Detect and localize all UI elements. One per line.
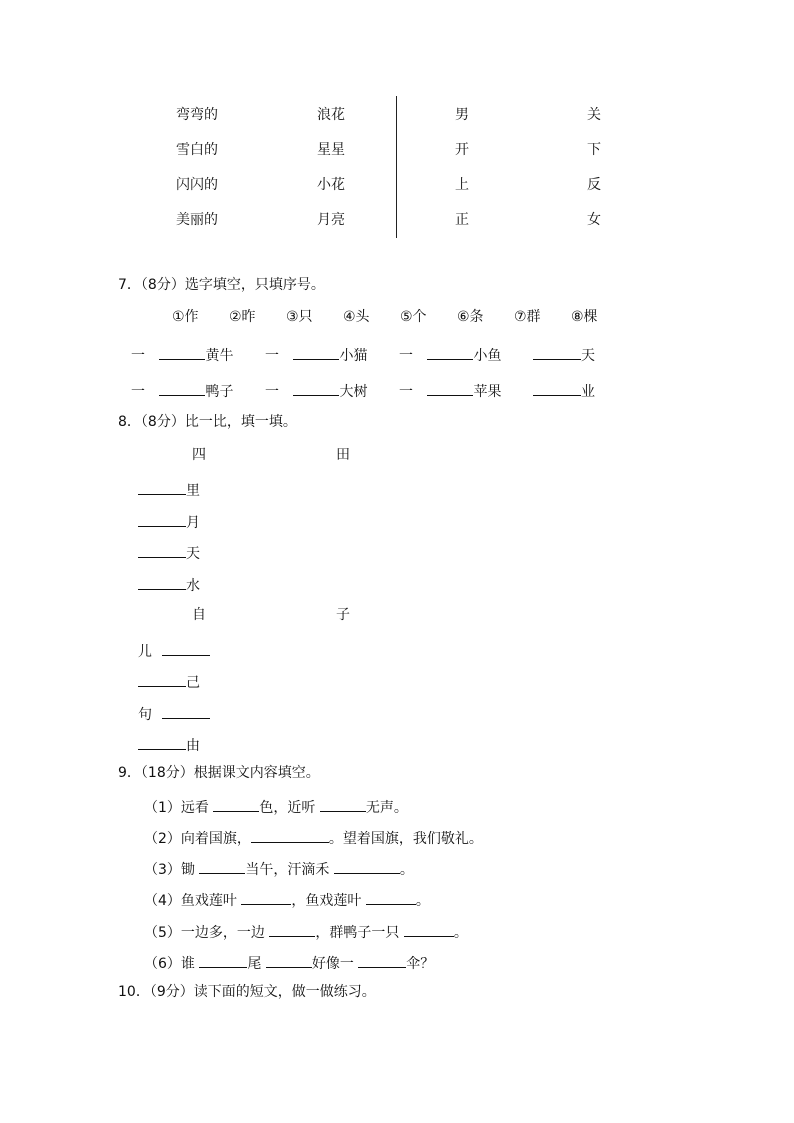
fill-suffix: 天 <box>581 348 595 364</box>
match-right-opposite: 女 <box>587 212 601 228</box>
match-left-word: 弯弯的 <box>176 107 218 123</box>
fill-prefix: 句 <box>138 707 152 723</box>
fill-suffix: 月 <box>186 515 200 531</box>
fill-suffix: 业 <box>581 384 595 400</box>
line-text: 好像一 <box>311 956 359 972</box>
match-left-word: 雪白的 <box>176 142 218 158</box>
fill-item <box>533 345 595 363</box>
answer-blank[interactable] <box>159 381 205 396</box>
fill-prefix: 一 <box>265 384 279 400</box>
line-number: （1） <box>144 800 181 816</box>
option-item: ⑦群 <box>514 309 541 325</box>
line-text: 远看 <box>180 800 214 816</box>
fill-item <box>138 480 200 498</box>
fill-item <box>138 704 210 722</box>
answer-blank[interactable] <box>213 797 259 812</box>
line-text: 伞？ <box>406 956 435 972</box>
line-number: （5） <box>144 925 181 941</box>
fill-suffix: 大树 <box>339 384 368 400</box>
line-text: 。 <box>453 925 468 941</box>
match-right-opposite: 关 <box>587 107 601 123</box>
answer-blank[interactable] <box>533 381 581 396</box>
option-item: ⑥条 <box>457 309 484 325</box>
fill-item <box>265 381 367 399</box>
line-text: 。 <box>415 893 430 909</box>
fill-prefix: 一 <box>399 348 413 364</box>
answer-blank[interactable] <box>293 345 339 360</box>
line-number: （4） <box>144 893 181 909</box>
poem-line <box>144 828 483 846</box>
answer-blank[interactable] <box>366 890 416 905</box>
answer-blank[interactable] <box>358 953 406 968</box>
answer-blank[interactable] <box>138 575 186 590</box>
fill-suffix: 由 <box>186 738 200 754</box>
fill-item <box>138 575 200 593</box>
poem-line <box>144 859 414 877</box>
answer-blank[interactable] <box>162 704 210 719</box>
match-left-word: 闪闪的 <box>176 177 218 193</box>
line-text: 谁 <box>180 956 200 972</box>
table-divider <box>396 96 397 238</box>
answer-blank[interactable] <box>199 859 245 874</box>
line-text: 向着国旗， <box>180 831 251 847</box>
poem-line <box>144 890 430 908</box>
match-left-word: 美丽的 <box>176 212 218 228</box>
answer-blank[interactable] <box>241 890 291 905</box>
line-text: ，群鸭子一只 <box>315 925 404 941</box>
poem-line <box>144 922 468 940</box>
match-right-char: 男 <box>455 107 469 123</box>
answer-blank[interactable] <box>533 345 581 360</box>
answer-blank[interactable] <box>138 735 186 750</box>
match-left-noun: 月亮 <box>317 212 345 228</box>
fill-suffix: 黄牛 <box>205 348 234 364</box>
fill-item <box>138 543 200 561</box>
match-right-opposite: 下 <box>587 142 601 158</box>
compare-char: 子 <box>336 607 350 623</box>
line-text: 色，近听 <box>259 800 320 816</box>
match-left-noun: 小花 <box>317 177 345 193</box>
line-number: （2） <box>144 831 181 847</box>
fill-suffix: 小鱼 <box>473 348 502 364</box>
fill-suffix: 天 <box>186 546 200 562</box>
question-7-title: 7．（8分）选字填空，只填序号。 <box>118 277 325 293</box>
option-item: ④头 <box>343 309 370 325</box>
line-text: 无声。 <box>365 800 408 816</box>
fill-prefix: 一 <box>265 348 279 364</box>
answer-blank[interactable] <box>427 345 473 360</box>
compare-char: 自 <box>192 607 206 623</box>
fill-item <box>265 345 367 363</box>
answer-blank[interactable] <box>159 345 205 360</box>
fill-prefix: 儿 <box>138 644 152 660</box>
line-text: 尾 <box>247 956 266 972</box>
compare-char: 田 <box>336 447 350 463</box>
fill-prefix: 一 <box>131 384 145 400</box>
line-number: （3） <box>144 862 181 878</box>
fill-item <box>399 381 501 399</box>
option-item: ①作 <box>172 309 199 325</box>
fill-prefix: 一 <box>399 384 413 400</box>
option-item: ③只 <box>286 309 313 325</box>
fill-suffix: 水 <box>186 578 200 594</box>
fill-item <box>138 641 210 659</box>
option-item: ⑤个 <box>400 309 427 325</box>
question-9-title: 9．（18分）根据课文内容填空。 <box>118 765 320 781</box>
answer-blank[interactable] <box>266 953 312 968</box>
match-left-noun: 星星 <box>317 142 345 158</box>
option-item: ②昨 <box>229 309 256 325</box>
fill-suffix: 鸭子 <box>205 384 234 400</box>
match-right-char: 正 <box>455 212 469 228</box>
line-text: 一边多，一边 <box>180 925 270 941</box>
match-right-char: 上 <box>455 177 469 193</box>
answer-blank[interactable] <box>404 922 454 937</box>
match-right-opposite: 反 <box>587 177 601 193</box>
fill-item <box>533 381 595 399</box>
poem-line <box>144 797 408 815</box>
fill-item <box>138 672 200 690</box>
answer-blank[interactable] <box>269 922 315 937</box>
question-8-title: 8．（8分）比一比，填一填。 <box>118 414 297 430</box>
answer-blank[interactable] <box>138 480 186 495</box>
line-text: 。 <box>399 862 414 878</box>
question-10-title: 10．（9分）读下面的短文，做一做练习。 <box>118 984 376 1000</box>
answer-blank[interactable] <box>251 828 329 843</box>
fill-item <box>131 381 233 399</box>
fill-suffix: 苹果 <box>473 384 502 400</box>
answer-blank[interactable] <box>293 381 339 396</box>
match-left-noun: 浪花 <box>317 107 345 123</box>
answer-blank[interactable] <box>427 381 473 396</box>
fill-suffix: 小猫 <box>339 348 368 364</box>
line-text: 。望着国旗，我们敬礼。 <box>328 831 483 847</box>
fill-item <box>399 345 501 363</box>
compare-char: 四 <box>192 447 206 463</box>
answer-blank[interactable] <box>320 797 366 812</box>
fill-prefix: 一 <box>131 348 145 364</box>
fill-suffix: 里 <box>186 483 200 499</box>
fill-item <box>131 345 233 363</box>
line-text: 锄 <box>180 862 200 878</box>
fill-item <box>138 512 200 530</box>
line-number: （6） <box>144 956 181 972</box>
line-text: 鱼戏莲叶 <box>180 893 242 909</box>
poem-line <box>144 953 434 971</box>
answer-blank[interactable] <box>162 641 210 656</box>
fill-item <box>138 735 200 753</box>
fill-suffix: 己 <box>186 675 200 691</box>
answer-blank[interactable] <box>138 672 186 687</box>
option-item: ⑧棵 <box>571 309 598 325</box>
answer-blank[interactable] <box>199 953 247 968</box>
answer-blank[interactable] <box>334 859 400 874</box>
match-right-char: 开 <box>455 142 469 158</box>
answer-blank[interactable] <box>138 512 186 527</box>
answer-blank[interactable] <box>138 543 186 558</box>
line-text: 当午，汗滴禾 <box>245 862 334 878</box>
line-text: ，鱼戏莲叶 <box>291 893 366 909</box>
